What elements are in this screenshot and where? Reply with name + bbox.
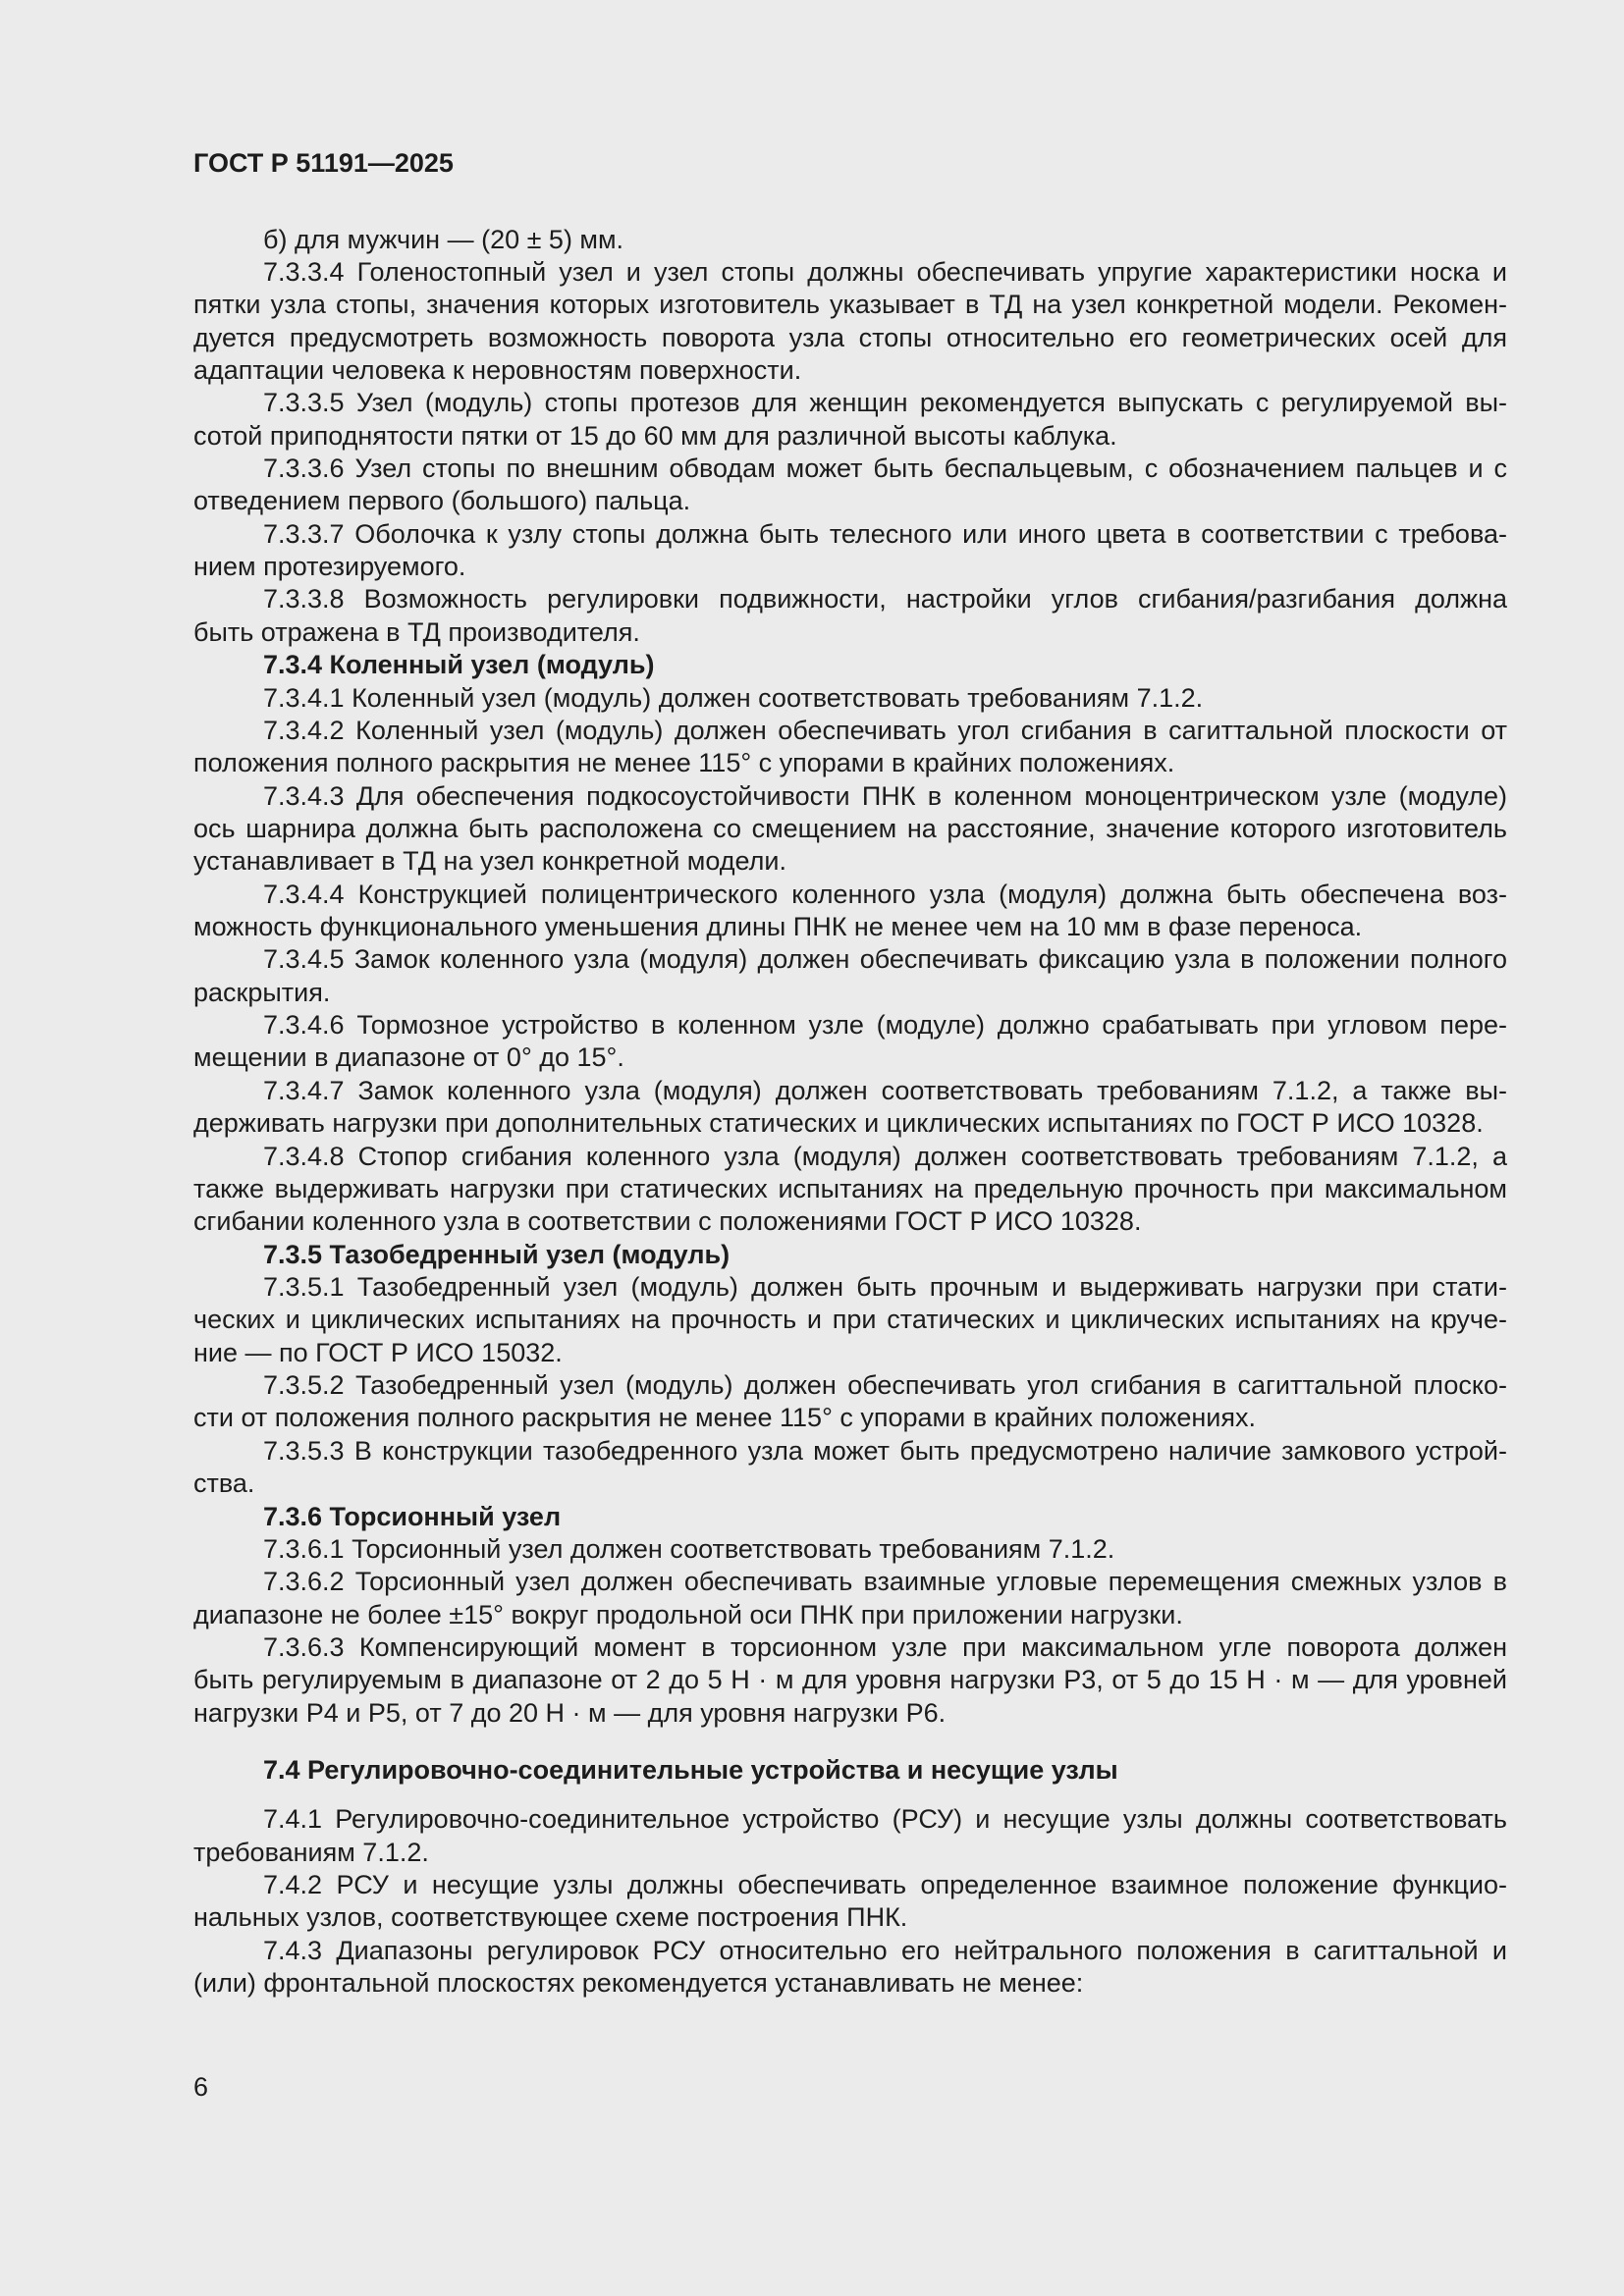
text-line [193,551,1507,583]
line-text: 7.4.1 Регулировочно-соединительное устройство (РСУ) и несущие узлы должны соответствовать [263,1804,1507,1835]
line-text: 7.4 Регулировочно-соединительные устройства и несущие узлы [263,1755,1118,1786]
text-line [193,1599,1507,1631]
line-text: устанавливает в ТД на узел конкретной модели. [193,846,786,877]
text-line [193,780,1507,813]
text-line [193,1631,1507,1664]
text-line [193,1435,1507,1468]
paragraph [193,1631,1507,1730]
line-text: ческих и циклических испытаниях на прочность и при статических и циклических испытаниях на круче- [193,1305,1507,1335]
line-text: 7.3.4.2 Коленный узел (модуль) должен обеспечивать угол сгибания в сагиттальной плоскости от [263,715,1507,745]
line-text: сотой приподнятости пятки от 15 до 60 мм для различной высоты каблука. [193,420,1117,451]
text-line [193,1566,1507,1598]
line-text: 7.3.4.3 Для обеспечения подкосоустойчивости ПНК в коленном моноцентрическом узле (модуле) [263,780,1507,811]
running-header: ГОСТ Р 51191—2025 [193,148,454,178]
line-text: положения полного раскрытия не менее 115° с упорами в крайних положениях. [193,748,1175,778]
paragraph [193,943,1507,1009]
paragraph [193,780,1507,879]
text-line [193,387,1507,419]
text-line [193,1501,1507,1533]
text-line [193,289,1507,321]
line-text: нальных узлов, соответствующее схеме построения ПНК. [193,1902,908,1933]
line-text: 7.3.4.7 Замок коленного узла (модуля) должен соответствовать требованиям 7.1.2, а также вы- [263,1075,1507,1105]
paragraph [193,1566,1507,1631]
text-line [193,1803,1507,1836]
text-line [193,879,1507,911]
paragraph [193,1075,1507,1141]
paragraph [193,387,1507,453]
text-line [193,1337,1507,1369]
text-line [193,453,1507,485]
paragraph [193,1435,1507,1501]
line-text: отведением первого (большого) пальца. [193,486,691,516]
text-line [193,845,1507,878]
line-text: быть регулируемым в диапазоне от 2 до 5 Н · м для уровня нагрузки Р3, от 5 до 15 Н · м — для уровней [193,1665,1507,1695]
line-text: нагрузки Р4 и Р5, от 7 до 20 Н · м — для уровня нагрузки Р6. [193,1697,947,1728]
text-line [193,1754,1507,1787]
line-text: 7.3.4.5 Замок коленного узла (модуля) должен обеспечивать фиксацию узла в положении полного [263,944,1507,975]
text-line [193,420,1507,453]
text-line [193,1141,1507,1173]
line-text: 7.3.4.6 Тормозное устройство в коленном узле (модуле) должно срабатывать при угловом пере- [263,1010,1507,1041]
paragraph [193,1533,1507,1566]
text-line [193,682,1507,715]
line-text: (или) фронтальной плоскостях рекомендуется устанавливать не менее: [193,1968,1084,1999]
text-line [193,747,1507,779]
line-text: 7.3.4 Коленный узел (модуль) [263,650,655,680]
text-line [193,1304,1507,1336]
text-line [193,1837,1507,1869]
text-line [193,813,1507,845]
line-text: 7.3.6.3 Компенсирующий момент в торсионном узле при максимальном угле поворота должен [263,1631,1507,1662]
text-line [193,1869,1507,1901]
text-line [193,649,1507,681]
paragraph [193,1271,1507,1369]
line-text: 7.3.6.2 Торсионный узел должен обеспечивать взаимные угловые перемещения смежных узлов в [263,1567,1507,1597]
text-line [193,322,1507,354]
text-line [193,1533,1507,1566]
text-line [193,518,1507,551]
line-text: 7.3.3.8 Возможность регулировки подвижности, настройки углов сгибания/разгибания должна [263,584,1507,614]
line-text: можность функционального уменьшения длины ПНК не менее чем на 10 мм в фазе переноса. [193,912,1363,942]
line-text: ние — по ГОСТ Р ИСО 15032. [193,1337,563,1367]
text-line [193,1935,1507,1967]
paragraph [193,1009,1507,1075]
section-heading [193,1501,1507,1533]
line-text: 7.3.3.7 Оболочка к узлу стопы должна быть телесного или иного цвета в соответствии с требова- [263,518,1507,549]
text-line [193,1205,1507,1238]
line-text: требованиям 7.1.2. [193,1837,429,1867]
line-text: ства. [193,1468,255,1499]
line-text: 7.3.5.3 В конструкции тазобедренного узла может быть предусмотрено наличие замкового устрой- [263,1435,1507,1466]
text-line [193,1009,1507,1041]
line-text: диапазоне не более ±15° вокруг продольной оси ПНК при приложении нагрузки. [193,1599,1183,1629]
section-heading [193,649,1507,681]
page-number: 6 [193,2071,209,2102]
section-heading [193,1239,1507,1271]
text-line [193,977,1507,1009]
paragraph [193,583,1507,649]
paragraph [193,879,1507,944]
line-text: б) для мужчин — (20 ± 5) мм. [263,224,624,254]
paragraph [193,1369,1507,1435]
text-line [193,715,1507,747]
text-line [193,1173,1507,1205]
text-line [193,1468,1507,1500]
paragraph [193,224,1507,256]
line-text: 7.3.4.4 Конструкцией полицентрического коленного узла (модуля) должна быть обеспечена воз- [263,879,1507,909]
text-line [193,224,1507,256]
line-text: держивать нагрузки при дополнительных статических и циклических испытаниях по ГОСТ Р ИСО 10328. [193,1108,1484,1139]
text-line [193,1664,1507,1696]
line-text: 7.3.4.1 Коленный узел (модуль) должен соответствовать требованиям 7.1.2. [263,682,1204,713]
paragraph [193,1869,1507,1935]
document-body [193,224,1507,2001]
line-text: 7.4.2 РСУ и несущие узлы должны обеспечивать определенное взаимное положение функцио- [263,1870,1507,1900]
text-line [193,1075,1507,1107]
text-line [193,1901,1507,1934]
paragraph [193,256,1507,387]
line-text: ось шарнира должна быть расположена со смещением на расстояние, значение которого изготовитель [193,813,1507,843]
section-heading [193,1754,1507,1787]
line-text: пятки узла стопы, значения которых изготовитель указывает в ТД на узел конкретной модели. Рекомен- [193,290,1507,320]
line-text: 7.3.3.6 Узел стопы по внешним обводам может быть беспальцевым, с обозначением пальцев и с [263,454,1507,484]
line-text: 7.3.3.5 Узел (модуль) стопы протезов для женщин рекомендуется выпускать с регулируемой вы- [263,388,1507,418]
paragraph [193,518,1507,584]
text-line [193,1967,1507,2000]
text-line [193,1402,1507,1434]
text-line [193,943,1507,976]
line-text: мещении в диапазоне от 0° до 15°. [193,1042,624,1073]
text-line [193,485,1507,517]
text-line [193,1107,1507,1140]
text-line [193,1697,1507,1730]
line-text: 7.3.5.2 Тазобедренный узел (модуль) должен обеспечивать угол сгибания в сагиттальной плоско- [263,1370,1507,1401]
text-line [193,583,1507,615]
line-text: дуется предусмотреть возможность поворота узла стопы относительно его геометрических осей для [193,322,1507,352]
line-text: сгибании коленного узла в соответствии с положениями ГОСТ Р ИСО 10328. [193,1206,1142,1237]
paragraph [193,715,1507,780]
line-text: 7.3.5.1 Тазобедренный узел (модуль) должен быть прочным и выдерживать нагрузки при стати- [263,1272,1507,1302]
text-line [193,1271,1507,1304]
line-text: 7.3.6.1 Торсионный узел должен соответствовать требованиям 7.1.2. [263,1533,1115,1564]
line-text: 7.3.5 Тазобедренный узел (модуль) [263,1239,731,1269]
line-text: 7.3.3.4 Голеностопный узел и узел стопы должны обеспечивать упругие характеристики носка и [263,256,1507,287]
line-text: быть отражена в ТД производителя. [193,616,640,647]
paragraph [193,1803,1507,1869]
text-line [193,1239,1507,1271]
text-line [193,1369,1507,1402]
paragraph [193,682,1507,715]
line-text: нием протезируемого. [193,552,466,582]
line-text: также выдерживать нагрузки при статических испытаниях на предельную прочность при максимальном [193,1173,1507,1203]
text-line [193,1041,1507,1074]
line-text: 7.4.3 Диапазоны регулировок РСУ относительно его нейтрального положения в сагиттальной и [263,1935,1507,1965]
line-text: адаптации человека к неровностям поверхности. [193,354,802,385]
paragraph [193,453,1507,518]
text-line [193,911,1507,943]
line-text: сти от положения полного раскрытия не менее 115° с упорами в крайних положениях. [193,1403,1256,1433]
line-text: 7.3.6 Торсионный узел [263,1501,562,1531]
line-text: раскрытия. [193,977,331,1007]
paragraph [193,1141,1507,1239]
paragraph [193,1935,1507,2001]
text-line [193,354,1507,387]
text-line [193,616,1507,649]
text-line [193,256,1507,289]
line-text: 7.3.4.8 Стопор сгибания коленного узла (модуля) должен соответствовать требованиям 7.1.2, а [263,1141,1507,1171]
